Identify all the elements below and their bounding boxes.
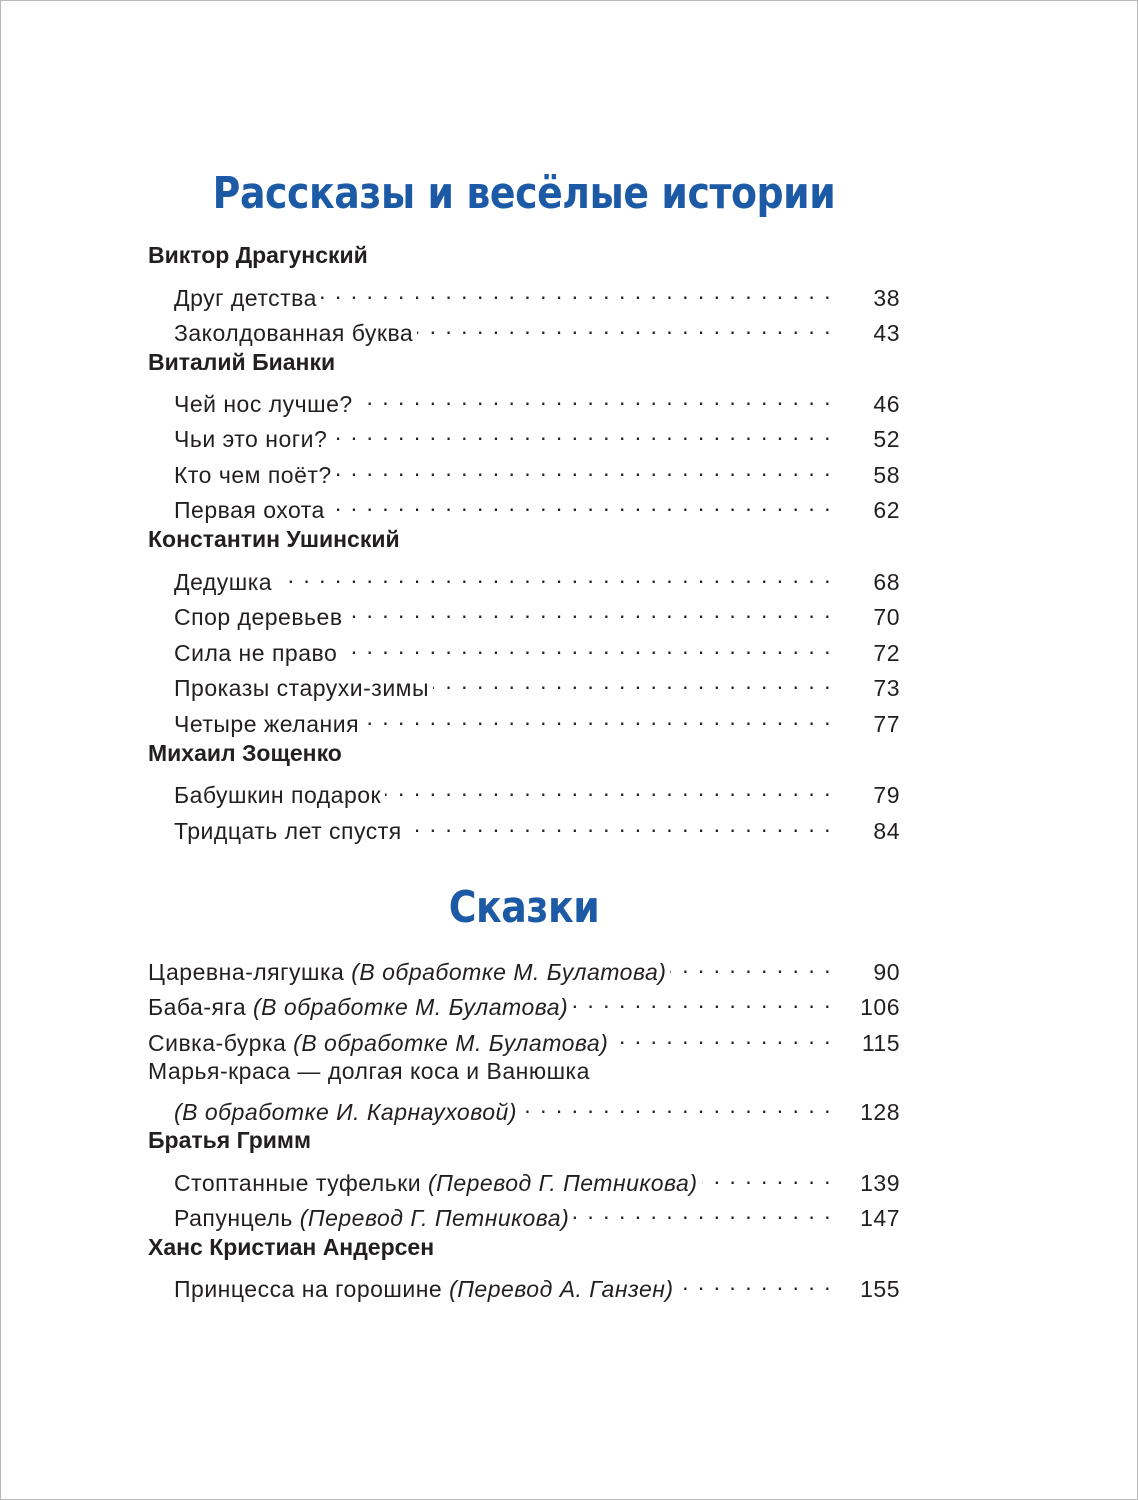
dot-leader <box>612 1021 832 1051</box>
entry-title-wrap <box>148 1203 569 1233</box>
dot-leader <box>357 382 832 412</box>
page-number: 79 <box>873 782 900 808</box>
entry-title-wrap <box>148 1168 698 1198</box>
entry-title: Чьи это ноги? <box>174 426 328 452</box>
toc-entry[interactable] <box>148 560 900 595</box>
toc-entry[interactable] <box>148 809 900 844</box>
dot-leader <box>385 773 832 803</box>
entry-note: (В обработке М. Булатова) <box>293 1030 609 1056</box>
toc-entry[interactable] <box>148 1267 900 1302</box>
toc-entry[interactable] <box>148 453 900 488</box>
entry-note: (Перевод Г. Петникова) <box>299 1205 570 1231</box>
dot-leader <box>321 276 832 306</box>
dot-leader <box>276 560 832 590</box>
page-number: 155 <box>860 1276 900 1302</box>
dot-leader <box>331 417 832 447</box>
page-number: 106 <box>860 994 900 1020</box>
entry-title: Сила не право <box>174 640 338 666</box>
entry-note: (В обработке И. Карнауховой) <box>174 1099 517 1125</box>
entry-title-wrap <box>148 957 666 987</box>
dot-leader <box>702 1161 832 1191</box>
toc-entry[interactable] <box>148 985 900 1020</box>
toc-entry[interactable] <box>148 666 900 701</box>
page-number: 38 <box>873 285 900 311</box>
toc-entry[interactable] <box>148 417 900 452</box>
page-number: 62 <box>873 497 900 523</box>
toc-entry[interactable] <box>148 631 900 666</box>
page-number: 73 <box>873 675 900 701</box>
entry-title: Рапунцель <box>174 1205 293 1231</box>
page-number: 58 <box>873 462 900 488</box>
toc-entry[interactable] <box>148 1021 900 1056</box>
entry-title: Дедушка <box>174 569 273 595</box>
dot-leader <box>336 453 832 483</box>
page-number: 43 <box>873 320 900 346</box>
dot-leader <box>406 809 832 839</box>
entry-note: (Перевод Г. Петникова) <box>428 1170 698 1196</box>
page-number: 84 <box>873 818 900 844</box>
entry-title: Бабушкин подарок <box>174 782 382 808</box>
entry-title: Друг детства <box>174 285 317 311</box>
entry-title: Заколдованная буква <box>174 320 414 346</box>
section-title-tales: Сказки <box>448 882 600 933</box>
toc-entry[interactable] <box>148 488 900 523</box>
entry-title: Тридцать лет спустя <box>174 818 402 844</box>
author-ushinsky: Константин Ушинский <box>148 526 400 552</box>
entry-title: Царевна-лягушка <box>148 959 345 985</box>
toc-entry[interactable] <box>148 702 900 737</box>
page-number: 115 <box>861 1030 900 1056</box>
entry-title-wrap <box>148 1274 674 1304</box>
dot-leader <box>341 631 832 661</box>
entry-title: Чей нос лучше? <box>174 391 353 417</box>
entry-title-wrap <box>148 1028 608 1058</box>
author-zoshchenko: Михаил Зощенко <box>148 740 342 766</box>
dot-leader <box>572 985 832 1015</box>
page-number: 128 <box>860 1099 900 1125</box>
entry-title: Сивка-бурка <box>148 1030 287 1056</box>
page-number: 68 <box>873 569 900 595</box>
entry-title: Баба-яга <box>148 994 247 1020</box>
entry-title: Принцесса на горошине <box>174 1276 443 1302</box>
author-grimm: Братья Гримм <box>148 1127 311 1153</box>
entry-title: Четыре желания <box>174 711 360 737</box>
entry-note: (В обработке М. Булатова) <box>253 994 569 1020</box>
toc-entry[interactable] <box>148 276 900 311</box>
dot-leader <box>670 950 832 980</box>
page-number: 90 <box>873 959 900 985</box>
dot-leader <box>521 1090 832 1120</box>
author-andersen: Ханс Кристиан Андерсен <box>148 1234 435 1260</box>
entry-title: Стоптанные туфельки <box>174 1170 422 1196</box>
page-number: 139 <box>860 1170 900 1196</box>
entry-title-wrap <box>148 992 568 1022</box>
dot-leader <box>678 1267 832 1297</box>
section-title-stories: Рассказы и весёлые истории <box>212 168 836 219</box>
dot-leader <box>433 666 832 696</box>
entry-title[interactable]: Марья-краса — долгая коса и Ванюшка <box>148 1058 590 1084</box>
dot-leader <box>329 488 832 518</box>
page-number: 46 <box>873 391 900 417</box>
toc-entry[interactable] <box>148 1161 900 1196</box>
toc-entry[interactable] <box>148 1090 900 1125</box>
toc-entry[interactable] <box>148 311 900 346</box>
toc-entry[interactable] <box>148 773 900 808</box>
toc-entry[interactable] <box>148 1196 900 1231</box>
toc-entry[interactable] <box>148 950 900 985</box>
entry-title: Спор деревьев <box>174 604 343 630</box>
author-bianki: Виталий Бианки <box>148 349 336 375</box>
dot-leader <box>347 595 832 625</box>
entry-note: (В обработке М. Булатова) <box>351 959 667 985</box>
page-number: 77 <box>873 711 900 737</box>
page-number: 72 <box>873 640 900 666</box>
dot-leader <box>363 702 832 732</box>
entry-title: Первая охота <box>174 497 325 523</box>
entry-note: (Перевод А. Ганзен) <box>449 1276 674 1302</box>
entry-title: Проказы старухи-зимы <box>174 675 430 701</box>
dot-leader <box>417 311 832 341</box>
toc-entry[interactable] <box>148 382 900 417</box>
page-number: 70 <box>873 604 900 630</box>
author-dragunsky: Виктор Драгунский <box>148 242 368 268</box>
dot-leader <box>573 1196 832 1226</box>
page-number: 147 <box>860 1205 900 1231</box>
toc-entry[interactable] <box>148 595 900 630</box>
page-number: 52 <box>873 426 900 452</box>
entry-title: Кто чем поёт? <box>174 462 332 488</box>
